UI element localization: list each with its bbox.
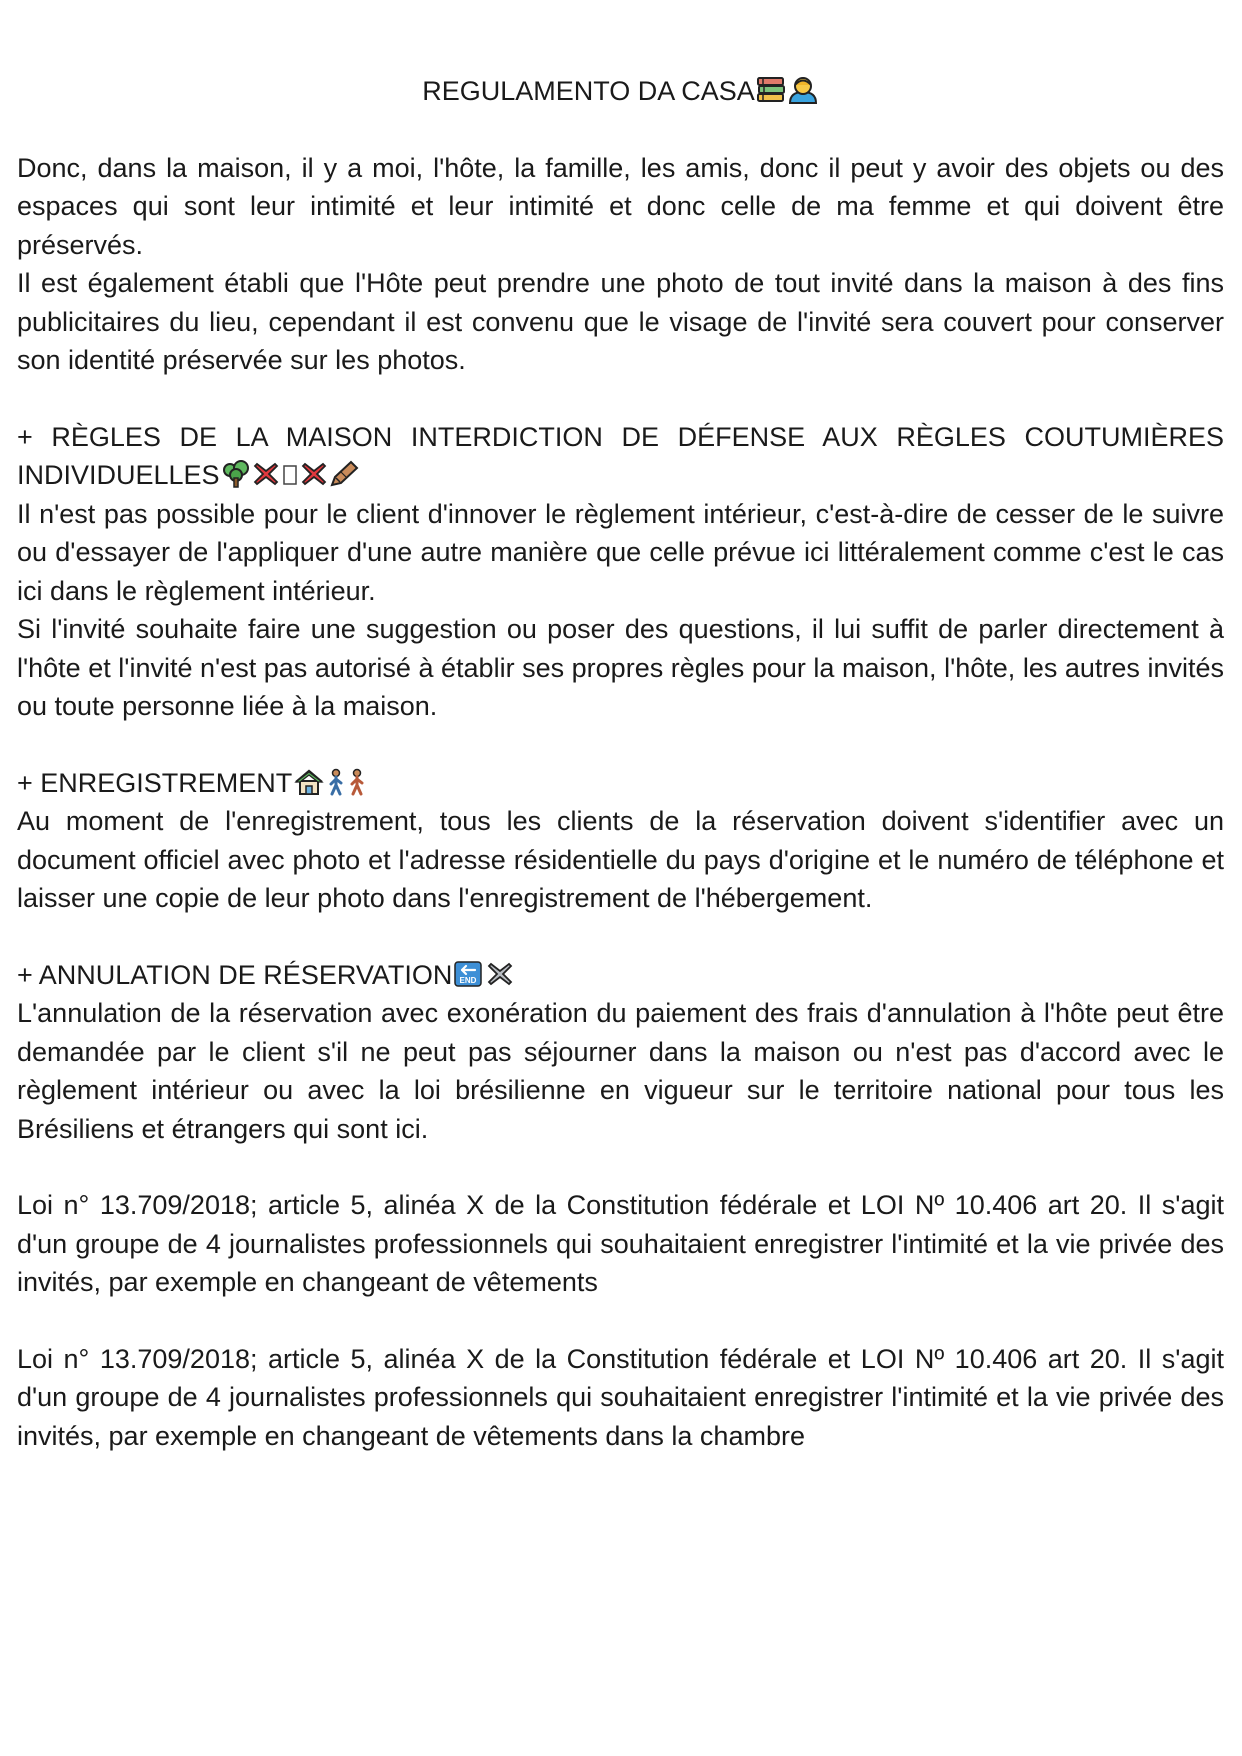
heavy-x-icon [486, 960, 514, 988]
cancellation-heading-row [17, 956, 1224, 995]
person-walking-icon [347, 768, 367, 796]
document-title: REGULAMENTO DA CASA [422, 76, 755, 106]
end-label: END [459, 975, 477, 985]
rules-paragraph-2: Si l'invité souhaite faire une suggestion ou poser des questions, il lui suffit de parler directement à l'hôte et l'invité n'est pas autorisé à établir ses propres règles pour la maison, l'hôte, les autres invités ou toute personne liée à la maison. [17, 614, 1224, 721]
cross-icon [252, 460, 280, 488]
missing-glyph-icon [281, 460, 299, 488]
cancellation-heading: + ANNULATION DE RÉSERVATION [17, 959, 453, 990]
law-section-2 [17, 1340, 1224, 1456]
document-title-row [17, 72, 1224, 111]
document-page [17, 72, 1224, 1493]
law-paragraph-1: Loi n° 13.709/2018; article 5, alinéa X de la Constitution fédérale et LOI Nº 10.406 art 20. Il s'agit d'un groupe de 4 journalistes professionnels qui souhaitaient enregistrer l'intimité et la vie privée des invités, par exemple en changeant de vêtements [17, 1190, 1224, 1297]
pencil-icon [329, 460, 359, 488]
law-section-1 [17, 1186, 1224, 1302]
rules-section [17, 418, 1224, 726]
checkin-paragraph-1: Au moment de l'enregistrement, tous les clients de la réservation doivent s'identifier avec un document officiel avec photo et l'adresse résidentielle du pays d'origine et le numéro de téléphone et laisser une copie de leur photo dans l'enregistrement de l'hébergement. [17, 806, 1224, 913]
intro-paragraph-2: Il est également établi que l'Hôte peut prendre une photo de tout invité dans la maison à des fins publicitaires du lieu, cependant il est convenu que le visage de l'invité sera couvert pour conserver son identité préservée sur les photos. [17, 268, 1224, 375]
rules-paragraph-1: Il n'est pas possible pour le client d'innover le règlement intérieur, c'est-à-dire de cesser de le suivre ou d'essayer de l'appliquer d'une autre manière que celle prévue ici littéralement comme c'est le cas ici dans le règlement intérieur. [17, 498, 1224, 606]
intro-section [17, 149, 1224, 380]
intro-paragraph-1: Donc, dans la maison, il y a moi, l'hôte, la famille, les amis, donc il peut y avoir des objets ou des espaces qui sont leur intimité et leur intimité et donc celle de ma femme et qui doivent être préservés. [17, 152, 1224, 260]
law-paragraph-2: Loi n° 13.709/2018; article 5, alinéa X de la Constitution fédérale et LOI Nº 10.406 art 20. Il s'agit d'un groupe de 4 journalistes professionnels qui souhaitaient enregistrer l'intimité et la vie privée des invités, par exemple en changeant de vêtements dans la chambre [17, 1343, 1224, 1451]
tree-icon [221, 460, 251, 488]
books-icon [756, 76, 786, 104]
cancellation-paragraph-1: L'annulation de la réservation avec exonération du paiement des frais d'annulation à l'hôte peut être demandée par le client s'il ne peut pas séjourner dans la maison ou n'est pas d'accord avec le règlement intérieur ou avec la loi brésilienne en vigueur sur le territoire national pour tous les Brésiliens et étrangers qui sont ici. [17, 998, 1224, 1144]
rules-heading: + RÈGLES DE LA MAISON INTERDICTION DE DÉFENSE AUX RÈGLES COUTUMIÈRES INDIVIDUELLES [17, 421, 1224, 490]
end-arrow-icon [453, 960, 483, 988]
checkin-section [17, 764, 1224, 918]
checkin-heading: + ENREGISTREMENT [17, 767, 293, 798]
checkin-heading-row [17, 764, 1224, 803]
person-walking-icon [326, 768, 346, 796]
person-icon [787, 76, 819, 104]
rules-heading-row [17, 418, 1224, 495]
cross-icon [300, 460, 328, 488]
cancellation-section [17, 956, 1224, 1149]
house-icon [293, 768, 325, 796]
